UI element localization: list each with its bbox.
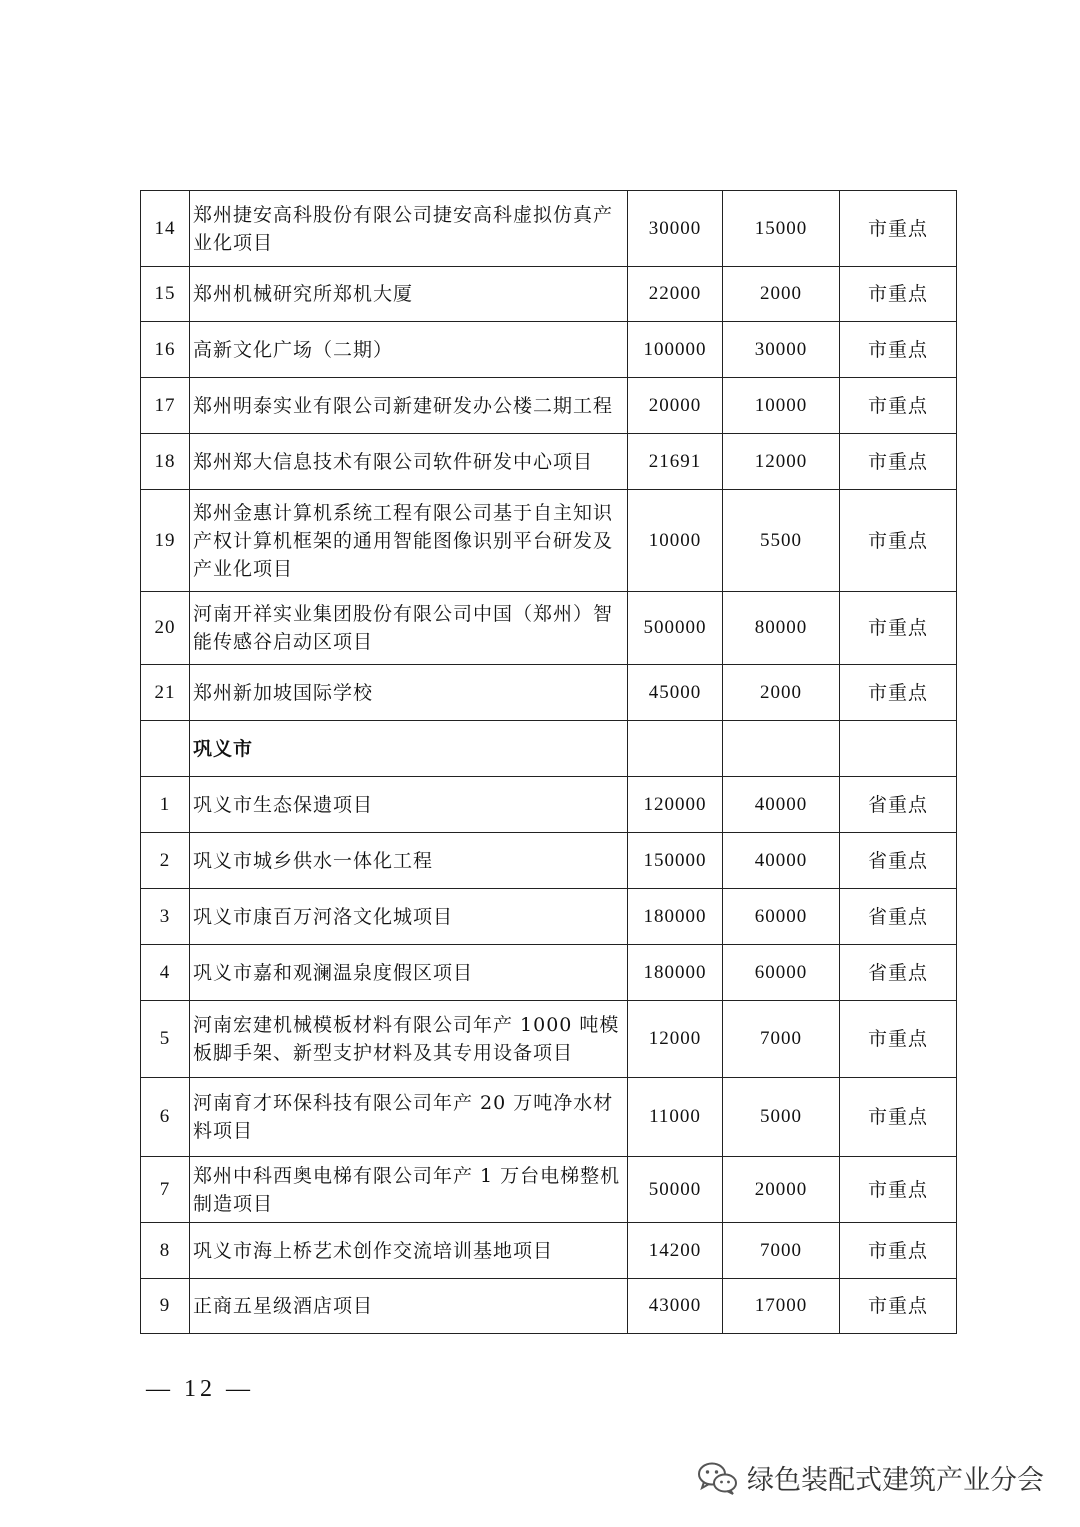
table-row bbox=[141, 1157, 957, 1223]
project-level: 省重点 bbox=[840, 889, 957, 945]
project-level: 市重点 bbox=[840, 1157, 957, 1223]
annual-plan: 2000 bbox=[723, 665, 840, 721]
table-row bbox=[141, 889, 957, 945]
page-number: — 12 — bbox=[146, 1376, 254, 1402]
total-investment: 150000 bbox=[628, 833, 723, 889]
table-row bbox=[141, 592, 957, 665]
project-level: 市重点 bbox=[840, 434, 957, 490]
annual-plan: 5500 bbox=[723, 490, 840, 592]
total-investment: 14200 bbox=[628, 1223, 723, 1279]
row-number: 17 bbox=[141, 378, 190, 434]
table-row bbox=[141, 1223, 957, 1279]
annual-plan: 20000 bbox=[723, 1157, 840, 1223]
row-number: 5 bbox=[141, 1001, 190, 1078]
table-row bbox=[141, 1078, 957, 1157]
annual-plan: 17000 bbox=[723, 1279, 840, 1334]
annual-plan: 30000 bbox=[723, 322, 840, 378]
project-level: 省重点 bbox=[840, 833, 957, 889]
project-name: 巩义市海上桥艺术创作交流培训基地项目 bbox=[190, 1223, 628, 1279]
annual-plan bbox=[723, 721, 840, 777]
watermark-text: 绿色装配式建筑产业分会 bbox=[747, 1465, 1044, 1496]
table-row bbox=[141, 490, 957, 592]
total-investment: 22000 bbox=[628, 267, 723, 322]
project-level bbox=[840, 721, 957, 777]
row-number: 14 bbox=[141, 191, 190, 267]
row-number: 19 bbox=[141, 490, 190, 592]
table-row bbox=[141, 434, 957, 490]
row-number: 9 bbox=[141, 1279, 190, 1334]
row-number: 1 bbox=[141, 777, 190, 833]
row-number: 8 bbox=[141, 1223, 190, 1279]
project-name: 河南育才环保科技有限公司年产 20 万吨净水材料项目 bbox=[190, 1078, 628, 1157]
project-name: 郑州捷安高科股份有限公司捷安高科虚拟仿真产业化项目 bbox=[190, 191, 628, 267]
project-level: 市重点 bbox=[840, 490, 957, 592]
wechat-icon bbox=[697, 1461, 739, 1495]
total-investment: 500000 bbox=[628, 592, 723, 665]
row-number: 4 bbox=[141, 945, 190, 1001]
table-row bbox=[141, 777, 957, 833]
project-name: 高新文化广场（二期） bbox=[190, 322, 628, 378]
table-row bbox=[141, 945, 957, 1001]
row-number: 18 bbox=[141, 434, 190, 490]
row-number: 6 bbox=[141, 1078, 190, 1157]
total-investment: 43000 bbox=[628, 1279, 723, 1334]
project-name: 郑州中科西奥电梯有限公司年产 1 万台电梯整机制造项目 bbox=[190, 1157, 628, 1223]
total-investment: 21691 bbox=[628, 434, 723, 490]
project-level: 市重点 bbox=[840, 191, 957, 267]
table-row bbox=[141, 1279, 957, 1334]
project-level: 市重点 bbox=[840, 665, 957, 721]
project-name: 郑州金惠计算机系统工程有限公司基于自主知识产权计算机框架的通用智能图像识别平台研发及产业化项目 bbox=[190, 490, 628, 592]
annual-plan: 15000 bbox=[723, 191, 840, 267]
project-name: 河南宏建机械模板材料有限公司年产 1000 吨模板脚手架、新型支护材料及其专用设备项目 bbox=[190, 1001, 628, 1078]
project-table bbox=[140, 190, 957, 1334]
total-investment: 11000 bbox=[628, 1078, 723, 1157]
table-row bbox=[141, 665, 957, 721]
watermark bbox=[697, 1458, 1044, 1497]
project-level: 市重点 bbox=[840, 1078, 957, 1157]
row-number: 16 bbox=[141, 322, 190, 378]
project-name: 巩义市康百万河洛文化城项目 bbox=[190, 889, 628, 945]
total-investment: 180000 bbox=[628, 889, 723, 945]
total-investment: 100000 bbox=[628, 322, 723, 378]
annual-plan: 10000 bbox=[723, 378, 840, 434]
project-level: 省重点 bbox=[840, 945, 957, 1001]
annual-plan: 40000 bbox=[723, 833, 840, 889]
total-investment: 45000 bbox=[628, 665, 723, 721]
total-investment: 180000 bbox=[628, 945, 723, 1001]
total-investment bbox=[628, 721, 723, 777]
annual-plan: 7000 bbox=[723, 1001, 840, 1078]
project-level: 市重点 bbox=[840, 1001, 957, 1078]
table-row bbox=[141, 267, 957, 322]
total-investment: 12000 bbox=[628, 1001, 723, 1078]
table-row bbox=[141, 1001, 957, 1078]
row-number: 21 bbox=[141, 665, 190, 721]
project-table-body bbox=[141, 191, 957, 1334]
row-number: 2 bbox=[141, 833, 190, 889]
row-number: 15 bbox=[141, 267, 190, 322]
annual-plan: 7000 bbox=[723, 1223, 840, 1279]
annual-plan: 60000 bbox=[723, 889, 840, 945]
annual-plan: 5000 bbox=[723, 1078, 840, 1157]
project-level: 市重点 bbox=[840, 592, 957, 665]
project-name: 巩义市城乡供水一体化工程 bbox=[190, 833, 628, 889]
project-name: 河南开祥实业集团股份有限公司中国（郑州）智能传感谷启动区项目 bbox=[190, 592, 628, 665]
annual-plan: 40000 bbox=[723, 777, 840, 833]
table-row bbox=[141, 191, 957, 267]
project-level: 市重点 bbox=[840, 267, 957, 322]
row-number bbox=[141, 721, 190, 777]
project-name: 郑州机械研究所郑机大厦 bbox=[190, 267, 628, 322]
total-investment: 20000 bbox=[628, 378, 723, 434]
table-row bbox=[141, 322, 957, 378]
project-name: 郑州明泰实业有限公司新建研发办公楼二期工程 bbox=[190, 378, 628, 434]
project-level: 市重点 bbox=[840, 1223, 957, 1279]
table-row bbox=[141, 378, 957, 434]
project-name: 正商五星级酒店项目 bbox=[190, 1279, 628, 1334]
row-number: 3 bbox=[141, 889, 190, 945]
section-row bbox=[141, 721, 957, 777]
total-investment: 50000 bbox=[628, 1157, 723, 1223]
annual-plan: 80000 bbox=[723, 592, 840, 665]
project-level: 省重点 bbox=[840, 777, 957, 833]
project-name: 郑州新加坡国际学校 bbox=[190, 665, 628, 721]
project-name: 巩义市嘉和观澜温泉度假区项目 bbox=[190, 945, 628, 1001]
project-level: 市重点 bbox=[840, 378, 957, 434]
project-level: 市重点 bbox=[840, 322, 957, 378]
annual-plan: 12000 bbox=[723, 434, 840, 490]
total-investment: 30000 bbox=[628, 191, 723, 267]
project-name: 巩义市 bbox=[190, 721, 628, 777]
annual-plan: 60000 bbox=[723, 945, 840, 1001]
table-row bbox=[141, 833, 957, 889]
total-investment: 120000 bbox=[628, 777, 723, 833]
total-investment: 10000 bbox=[628, 490, 723, 592]
project-name: 郑州郑大信息技术有限公司软件研发中心项目 bbox=[190, 434, 628, 490]
row-number: 20 bbox=[141, 592, 190, 665]
project-name: 巩义市生态保遗项目 bbox=[190, 777, 628, 833]
row-number: 7 bbox=[141, 1157, 190, 1223]
annual-plan: 2000 bbox=[723, 267, 840, 322]
project-level: 市重点 bbox=[840, 1279, 957, 1334]
